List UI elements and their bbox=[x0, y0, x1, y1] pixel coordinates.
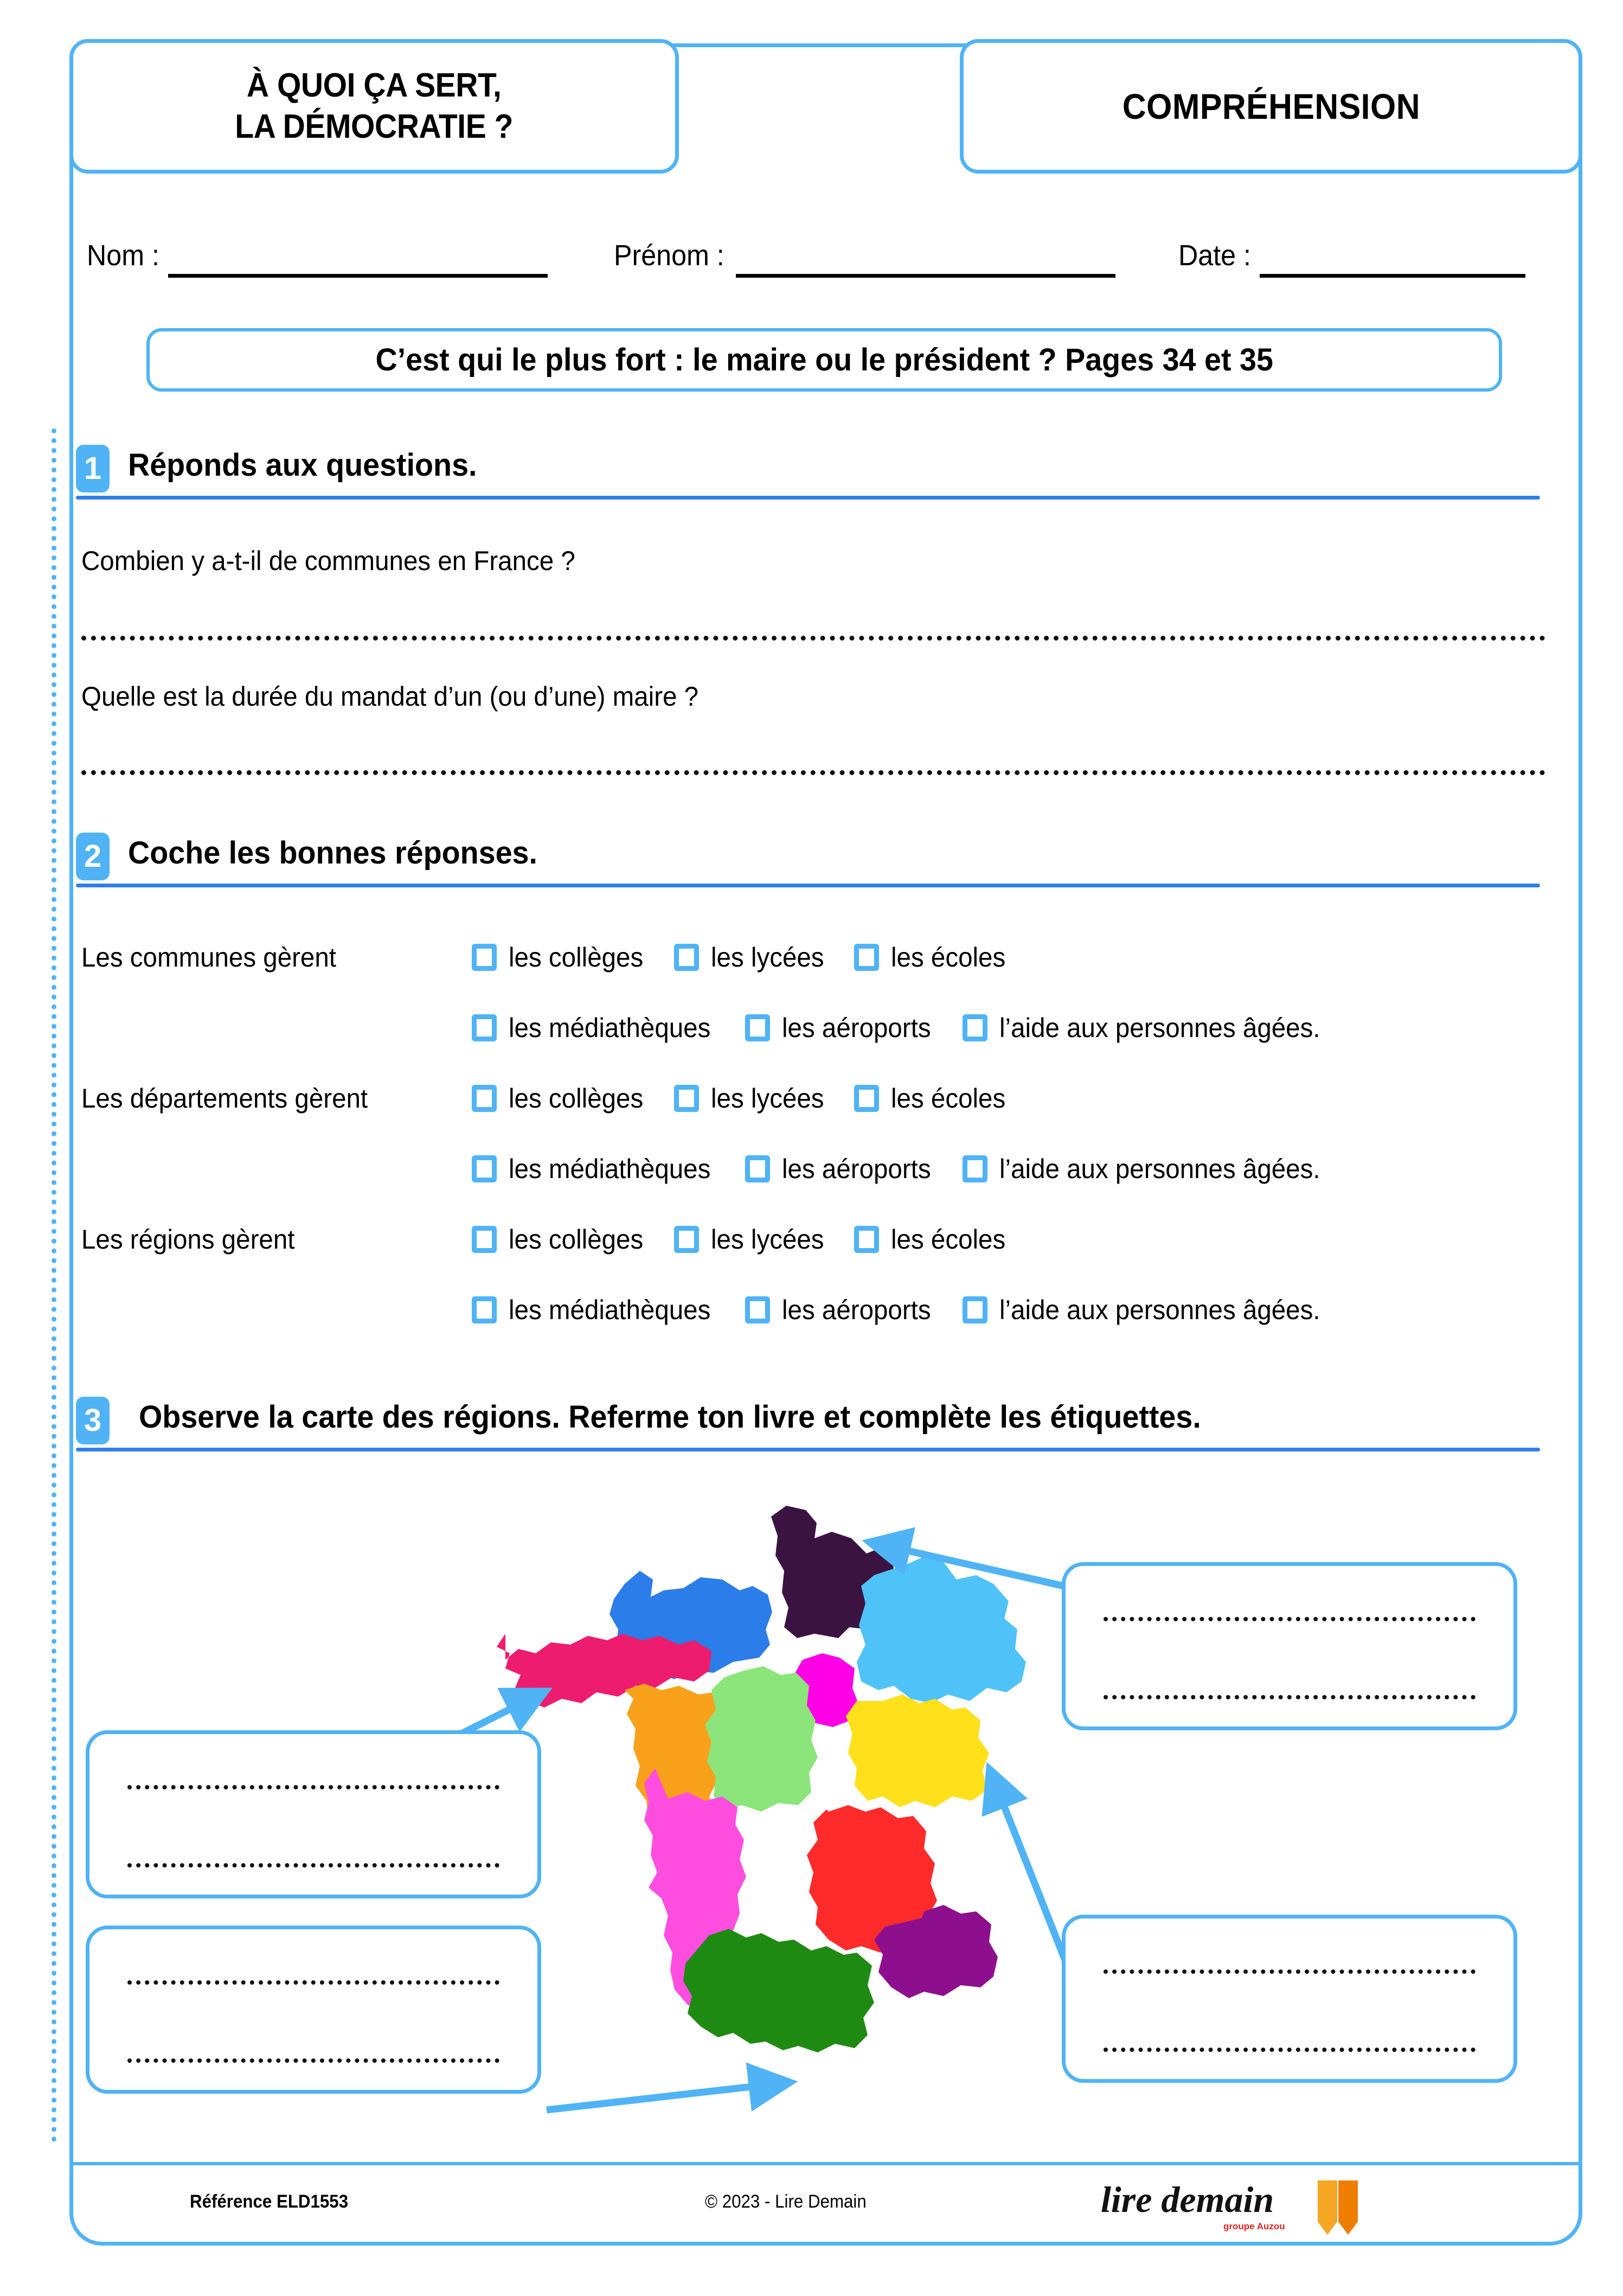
row-label-communes: Les communes gèrent bbox=[81, 942, 336, 973]
checkbox-label: les collèges bbox=[509, 942, 644, 973]
checkbox-item[interactable] bbox=[472, 1224, 650, 1255]
france-regions-map bbox=[486, 1497, 1093, 2115]
checkbox-item[interactable] bbox=[963, 1012, 1337, 1044]
checkbox-item[interactable] bbox=[745, 1153, 939, 1185]
identity-row bbox=[87, 239, 1545, 282]
checkbox-icon[interactable] bbox=[963, 1296, 987, 1323]
lesson-title-text: C’est qui le plus fort : le maire ou le président ? Pages 34 et 35 bbox=[375, 342, 1273, 378]
checkbox-item[interactable] bbox=[674, 942, 830, 973]
checkbox-icon[interactable] bbox=[472, 1014, 497, 1041]
row-label-regions: Les régions gèrent bbox=[81, 1224, 295, 1255]
checkbox-item[interactable] bbox=[674, 1083, 830, 1114]
footer-divider bbox=[69, 2162, 1582, 2165]
map-exercise-area bbox=[69, 1492, 1582, 2124]
checkbox-item[interactable] bbox=[674, 1224, 830, 1255]
checkbox-group-departements bbox=[81, 1063, 1545, 1204]
exercise-1-number: 1 bbox=[76, 445, 110, 493]
checkbox-item[interactable] bbox=[472, 1012, 721, 1044]
checkbox-icon[interactable] bbox=[472, 1155, 497, 1182]
checkbox-line bbox=[81, 1063, 1545, 1134]
exercise-1-heading bbox=[76, 445, 1540, 504]
checkbox-icon[interactable] bbox=[745, 1296, 770, 1323]
prenom-input-line[interactable] bbox=[736, 274, 1115, 278]
checkbox-item[interactable] bbox=[472, 942, 650, 973]
checkbox-label: les écoles bbox=[890, 1224, 1006, 1255]
label-box-south-east[interactable] bbox=[1062, 1915, 1517, 2083]
date-label: Date : bbox=[1178, 239, 1252, 272]
checkbox-item[interactable] bbox=[854, 1224, 1011, 1255]
checkbox-label: les lycées bbox=[711, 1083, 824, 1114]
label-writing-line[interactable] bbox=[127, 1785, 499, 1789]
checkbox-icon[interactable] bbox=[472, 944, 497, 971]
checkbox-item[interactable] bbox=[963, 1294, 1337, 1326]
label-writing-line[interactable] bbox=[127, 2058, 499, 2063]
region-grand-est bbox=[857, 1556, 1026, 1703]
row-label-departements: Les départements gèrent bbox=[81, 1083, 368, 1114]
worksheet-category-title: COMPRÉHENSION bbox=[1122, 86, 1420, 126]
checkbox-label: les lycées bbox=[711, 1224, 824, 1255]
label-writing-line[interactable] bbox=[1104, 1617, 1476, 1621]
prenom-label: Prénom : bbox=[614, 239, 724, 272]
checkbox-icon[interactable] bbox=[745, 1014, 770, 1041]
label-box-south-west[interactable] bbox=[86, 1926, 541, 2094]
worksheet-theme-title bbox=[235, 65, 514, 147]
logo-book-icon-right bbox=[1338, 2180, 1358, 2235]
checkbox-line bbox=[81, 1275, 1545, 1345]
lesson-title-box bbox=[146, 328, 1502, 392]
lire-demain-logo bbox=[1101, 2170, 1383, 2240]
checkbox-line bbox=[81, 922, 1545, 993]
checkbox-group-regions bbox=[81, 1204, 1545, 1345]
label-writing-line[interactable] bbox=[127, 1863, 499, 1868]
exercise-3-number: 3 bbox=[76, 1397, 110, 1444]
logo-wordmark: lire demain bbox=[1101, 2179, 1274, 2220]
checkbox-icon[interactable] bbox=[854, 1085, 879, 1112]
label-box-west[interactable] bbox=[86, 1730, 541, 1898]
label-writing-line[interactable] bbox=[1104, 2048, 1476, 2052]
exercise-2-underline bbox=[76, 884, 1540, 887]
nom-label: Nom : bbox=[87, 239, 159, 272]
checkbox-label: l’aide aux personnes âgées. bbox=[999, 1013, 1320, 1043]
checkbox-label: l’aide aux personnes âgées. bbox=[999, 1154, 1320, 1184]
checkbox-item[interactable] bbox=[745, 1012, 939, 1044]
checkbox-line bbox=[81, 993, 1545, 1063]
footer-reference: Référence ELD1553 bbox=[190, 2191, 349, 2212]
question-1-answer-line[interactable] bbox=[81, 636, 1545, 641]
theme-title-line2: LA DÉMOCRATIE ? bbox=[235, 108, 514, 145]
exercise-2-heading bbox=[76, 833, 1540, 892]
date-input-line[interactable] bbox=[1260, 274, 1525, 278]
checkbox-label: les médiathèques bbox=[509, 1154, 711, 1184]
checkbox-label: les aéroports bbox=[781, 1295, 931, 1325]
checkbox-group-communes bbox=[81, 922, 1545, 1063]
question-1-text: Combien y a-t-il de communes en France ? bbox=[81, 546, 575, 576]
checkbox-label: les aéroports bbox=[781, 1154, 931, 1184]
label-writing-line[interactable] bbox=[1104, 1969, 1476, 1974]
checkbox-label: les aéroports bbox=[781, 1013, 931, 1043]
exercise-3-heading bbox=[76, 1397, 1540, 1456]
footer-copyright: © 2023 - Lire Demain bbox=[705, 2191, 867, 2212]
left-dotted-guide bbox=[52, 428, 56, 2142]
checkbox-icon[interactable] bbox=[674, 1085, 699, 1112]
label-writing-line[interactable] bbox=[1104, 1695, 1476, 1699]
checkbox-label: les écoles bbox=[890, 942, 1006, 973]
checkbox-item[interactable] bbox=[963, 1153, 1337, 1185]
checkbox-label: les médiathèques bbox=[509, 1295, 711, 1325]
exercise-2-instruction: Coche les bonnes réponses. bbox=[128, 835, 538, 871]
worksheet-theme-box bbox=[69, 39, 679, 174]
checkbox-item[interactable] bbox=[472, 1153, 721, 1185]
checkbox-item[interactable] bbox=[472, 1083, 650, 1114]
nom-input-line[interactable] bbox=[168, 274, 548, 278]
question-2-text: Quelle est la durée du mandat d’un (ou d’une) maire ? bbox=[81, 681, 699, 712]
checkbox-icon[interactable] bbox=[854, 1226, 879, 1253]
checkbox-label: les collèges bbox=[509, 1224, 644, 1255]
checkbox-item[interactable] bbox=[854, 942, 1011, 973]
checkbox-label: les collèges bbox=[509, 1083, 644, 1114]
worksheet-category-box bbox=[960, 39, 1582, 174]
question-2-answer-line[interactable] bbox=[81, 770, 1545, 775]
region-centre-val-de-loire bbox=[705, 1666, 818, 1812]
exercise-3-instruction: Observe la carte des régions. Referme ton livre et complète les étiquettes. bbox=[139, 1399, 1201, 1435]
checkbox-icon[interactable] bbox=[472, 1296, 497, 1323]
exercise-1-instruction: Réponds aux questions. bbox=[128, 447, 477, 483]
checkbox-icon[interactable] bbox=[963, 1014, 987, 1041]
checkbox-icon[interactable] bbox=[745, 1155, 770, 1182]
checkbox-label: l’aide aux personnes âgées. bbox=[999, 1295, 1320, 1325]
checkbox-item[interactable] bbox=[745, 1294, 939, 1326]
region-bourgogne-franche-comte bbox=[846, 1694, 989, 1807]
checkbox-item[interactable] bbox=[472, 1294, 721, 1326]
checkbox-item[interactable] bbox=[854, 1083, 1011, 1114]
checkbox-label: les écoles bbox=[890, 1083, 1006, 1114]
checkbox-line bbox=[81, 1204, 1545, 1275]
checkbox-label: les médiathèques bbox=[509, 1013, 711, 1043]
exercise-2-body bbox=[81, 922, 1545, 1345]
checkbox-icon[interactable] bbox=[963, 1155, 987, 1182]
exercise-1-underline bbox=[76, 496, 1540, 500]
checkbox-icon[interactable] bbox=[674, 944, 699, 971]
checkbox-label: les lycées bbox=[711, 942, 824, 973]
checkbox-icon[interactable] bbox=[854, 944, 879, 971]
checkbox-icon[interactable] bbox=[472, 1226, 497, 1253]
logo-book-icon bbox=[1318, 2180, 1337, 2235]
checkbox-line bbox=[81, 1134, 1545, 1204]
logo-subtext: groupe Auzou bbox=[1223, 2221, 1285, 2231]
checkbox-icon[interactable] bbox=[674, 1226, 699, 1253]
theme-title-line1: À QUOI ÇA SERT, bbox=[247, 67, 502, 105]
label-box-north-east[interactable] bbox=[1062, 1562, 1517, 1730]
label-writing-line[interactable] bbox=[127, 1980, 499, 1985]
exercise-3-underline bbox=[76, 1448, 1540, 1451]
checkbox-icon[interactable] bbox=[472, 1085, 497, 1112]
exercise-2-number: 2 bbox=[76, 833, 110, 880]
